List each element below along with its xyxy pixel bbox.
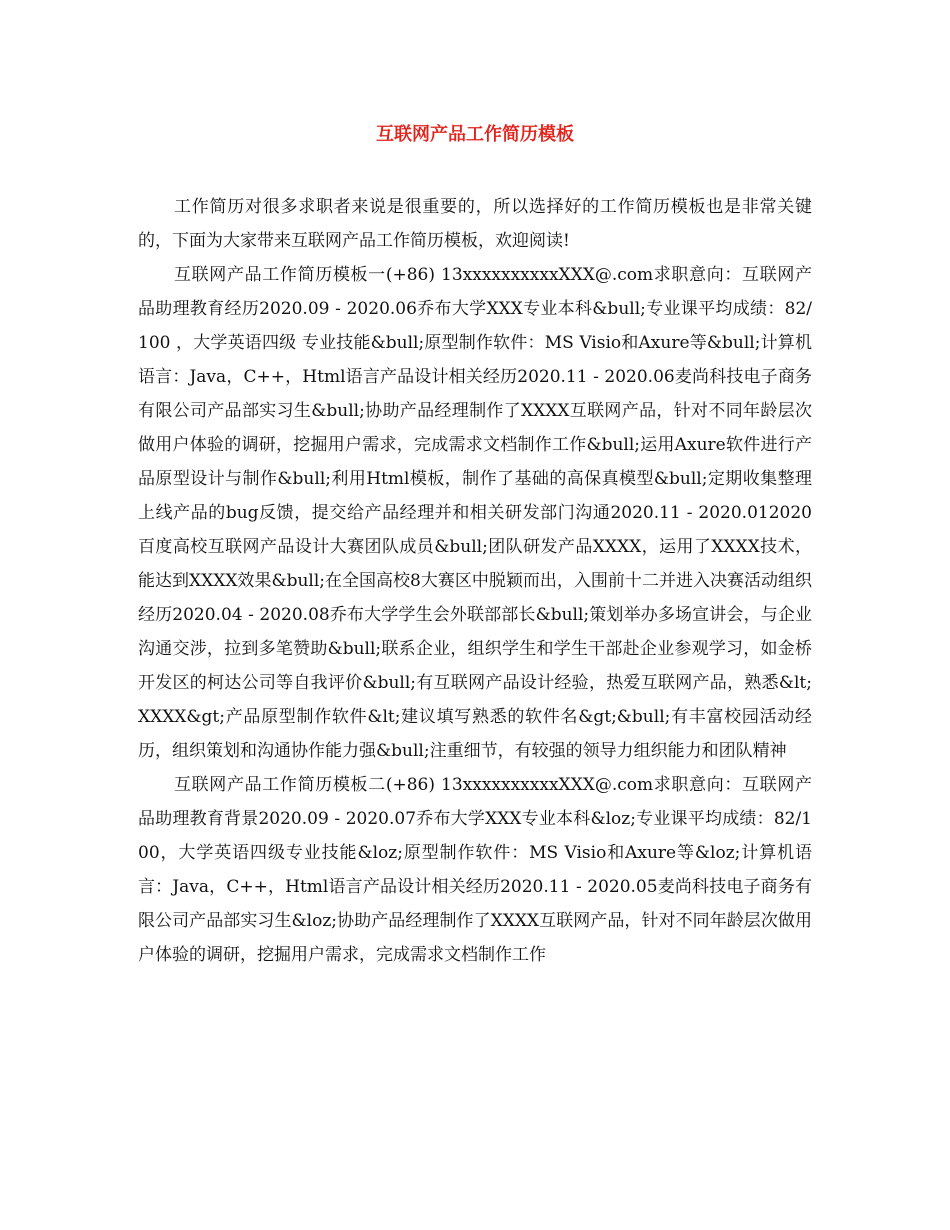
document-title: 互联网产品工作简历模板 xyxy=(376,124,574,145)
template-two-paragraph: 互联网产品工作简历模板二(+86) 13xxxxxxxxxxXXX@.com求职意向：互联网产品助理教育背景2020.09 - 2020.07乔布大学XXX专业本科&loz;专业课平均成绩：82/100，大学英语四级专业技能&loz;原型制作软件：MS Visio和Axure等&loz;计算机语言：Java，C++，Html语言产品设计相关经历2020.11 - 2020.05麦尚科技电子商务有限公司产品部实习生&loz;协助产品经理制作了XXXX互联网产品，针对不同年龄层次做用户体验的调研，挖掘用户需求，完成需求文档制作工作 xyxy=(138,775,812,965)
intro-paragraph: 工作简历对很多求职者来说是很重要的，所以选择好的工作简历模板也是非常关键的，下面为大家带来互联网产品工作简历模板，欢迎阅读! xyxy=(138,197,812,251)
document-body xyxy=(138,190,812,972)
template-one-paragraph: 互联网产品工作简历模板一(+86) 13xxxxxxxxxxXXX@.com求职意向：互联网产品助理教育经历2020.09 - 2020.06乔布大学XXX专业本科&bull;专业课平均成绩：82/100 ，大学英语四级 专业技能&bull;原型制作软件：MS Visio和Axure等&bull;计算机语言：Java，C++，Html语言产品设计相关经历2020.11 - 2020.06麦尚科技电子商务有限公司产品部实习生&bull;协助产品经理制作了XXXX互联网产品，针对不同年龄层次做用户体验的调研，挖掘用户需求，完成需求文档制作工作&bull;运用Axure软件进行产品原型设计与制作&bull;利用Html模板，制作了基础的高保真模型&bull;定期收集整理上线产品的bug反馈，提交给产品经理并和相关研发部门沟通2020.11 - 2020.012020百度高校互联网产品设计大赛团队成员&bull;团队研发产品XXXX，运用了XXXX技术，能达到XXXX效果&bull;在全国高校8大赛区中脱颖而出，入围前十二并进入决赛活动组织经历2020.04 - 2020.08乔布大学学生会外联部部长&bull;策划举办多场宣讲会，与企业沟通交涉，拉到多笔赞助&bull;联系企业，组织学生和学生干部赴企业参观学习，如金桥开发区的柯达公司等自我评价&bull;有互联网产品设计经验，热爱互联网产品，熟悉&lt;XXXX&gt;产品原型制作软件&lt;建议填写熟悉的软件名&gt;&bull;有丰富校园活动经历，组织策划和沟通协作能力强&bull;注重细节，有较强的领导力组织能力和团队精神 xyxy=(138,265,812,761)
